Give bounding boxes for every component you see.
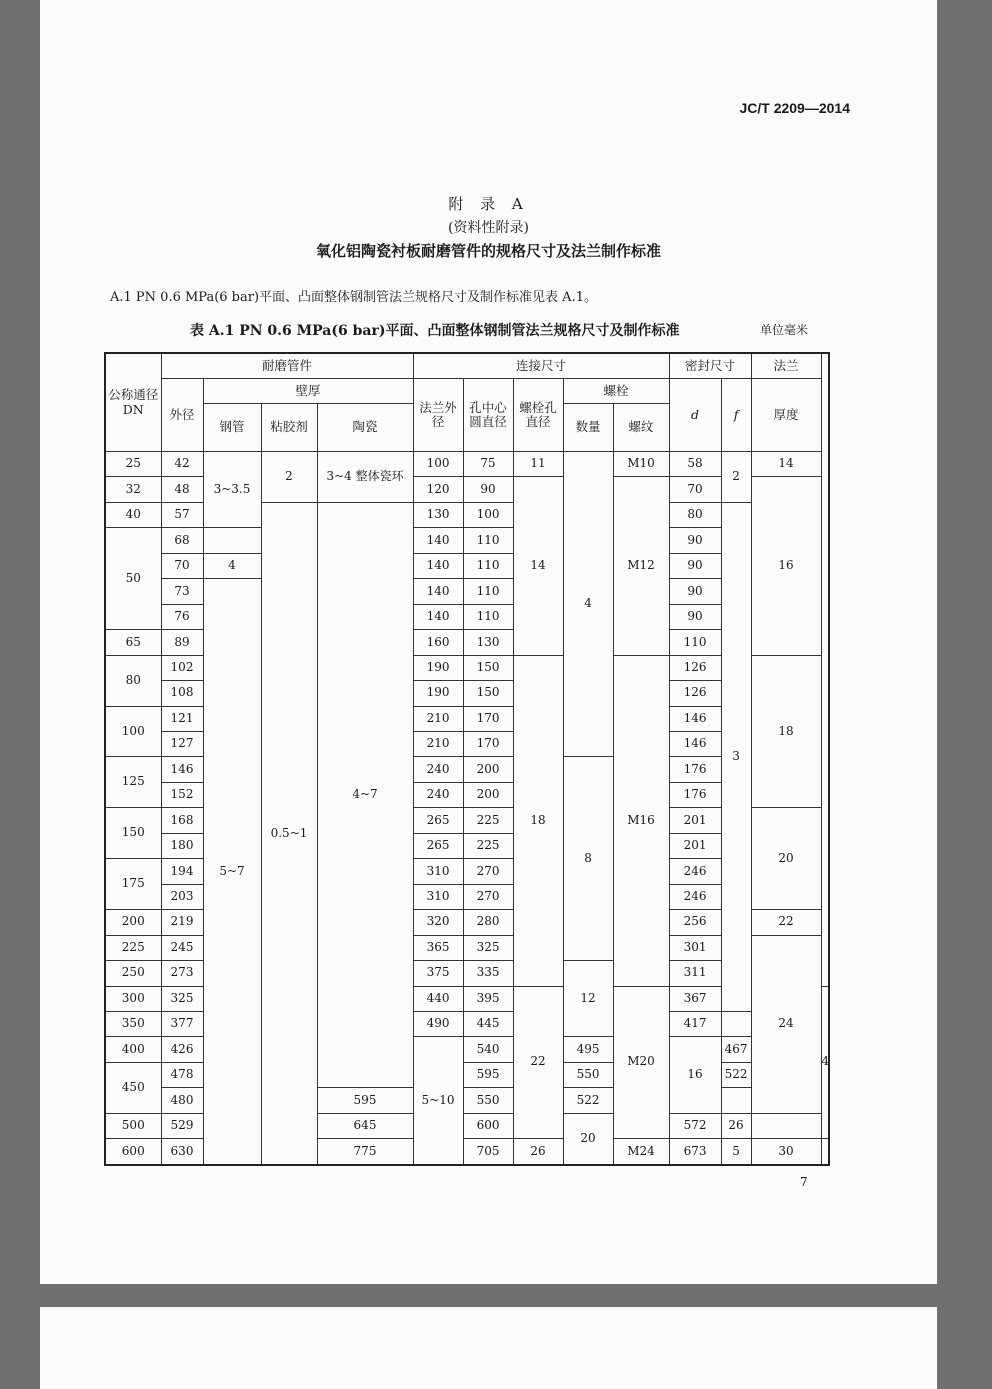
dn-cell: 200: [105, 910, 161, 935]
d-cell: 70: [669, 477, 721, 502]
dn-cell: 450: [105, 1062, 161, 1113]
d-cell: 110: [669, 630, 721, 655]
d-cell: 176: [669, 782, 721, 807]
outer-cell: 203: [161, 884, 203, 909]
thread-cell: M16: [613, 655, 669, 986]
outer-cell: 42: [161, 452, 203, 477]
header-connection: 连接尺寸: [413, 353, 669, 379]
dn-cell: 25: [105, 452, 161, 477]
paragraph-a1: A.1 PN 0.6 MPa(6 bar)平面、凸面整体钢制管法兰规格尺寸及制作标准见表 A.1。: [110, 290, 597, 305]
appendix-title: 附 录 A: [448, 195, 529, 213]
flange-od-cell: 320: [413, 910, 463, 935]
header-qty: 数量: [563, 404, 613, 452]
hole-center-cell: 550: [563, 1062, 613, 1087]
d-cell: 58: [669, 452, 721, 477]
appendix-name: 氧化铝陶瓷衬板耐磨管件的规格尺寸及法兰制作标准: [315, 242, 661, 260]
d-cell: 522: [563, 1088, 613, 1113]
header-outer-dia: 外径: [161, 379, 203, 452]
bolt-hole-cell: 18: [513, 655, 563, 986]
table-row: [105, 553, 829, 578]
outer-cell: 168: [161, 808, 203, 833]
flange-od-cell: 210: [413, 731, 463, 756]
bolt-hole-cell: 22: [513, 986, 563, 1139]
flange-od-cell: 310: [413, 884, 463, 909]
flange-od-cell: 365: [413, 935, 463, 960]
d-cell: 90: [669, 528, 721, 553]
d-cell: 572: [669, 1113, 721, 1138]
d-cell: 90: [669, 579, 721, 604]
flange-od-cell: 190: [413, 681, 463, 706]
thickness-cell: 20: [751, 808, 821, 910]
appendix-type: (资料性附录): [448, 220, 529, 236]
outer-cell: 146: [161, 757, 203, 782]
steel-cell: 3~3.5: [203, 452, 261, 528]
d-cell: 673: [669, 1139, 721, 1165]
flange-od-cell: 775: [317, 1139, 413, 1165]
header-f: f: [721, 379, 751, 452]
dn-cell: 32: [105, 477, 161, 502]
hole-center-cell: 110: [463, 553, 513, 578]
hole-center-cell: 600: [463, 1113, 513, 1138]
hole-center-cell: 445: [463, 1011, 513, 1036]
d-cell: 201: [669, 833, 721, 858]
table-unit: 单位毫米: [760, 323, 809, 337]
outer-cell: 102: [161, 655, 203, 680]
header-steel: 钢管: [203, 404, 261, 452]
outer-cell: 108: [161, 681, 203, 706]
dn-cell: 50: [105, 528, 161, 630]
d-cell: 522: [721, 1062, 751, 1087]
dn-cell: 250: [105, 961, 161, 986]
flange-od-cell: 190: [413, 655, 463, 680]
hole-center-cell: 550: [463, 1088, 513, 1113]
header-thickness: 厚度: [751, 379, 821, 452]
dn-cell: 175: [105, 859, 161, 910]
ceramic-cell: 5~10: [413, 1037, 463, 1165]
bolt-hole-cell: 11: [513, 452, 563, 477]
flange-od-cell: 160: [413, 630, 463, 655]
bolt-hole-cell: 14: [513, 477, 563, 655]
flange-od-cell: 540: [463, 1037, 513, 1062]
header-bolt-hole: 螺栓孔直径: [513, 379, 563, 452]
table-row: [105, 579, 829, 604]
thickness-cell: 18: [751, 655, 821, 808]
hole-center-cell: 130: [463, 630, 513, 655]
adhesive-cell: 2: [261, 452, 317, 503]
ceramic-cell: 3~4 整体瓷环: [317, 452, 413, 503]
header-flange: 法兰: [751, 353, 821, 379]
d-cell: 90: [669, 604, 721, 629]
outer-cell: 48: [161, 477, 203, 502]
d-cell: 126: [669, 681, 721, 706]
d-cell: 367: [669, 986, 721, 1011]
d-cell: 90: [669, 553, 721, 578]
steel-cell: [203, 528, 261, 553]
header-adhesive: 粘胶剂: [261, 404, 317, 452]
flange-od-cell: 440: [413, 986, 463, 1011]
page-number: 7: [800, 1175, 808, 1189]
hole-center-cell: 200: [463, 782, 513, 807]
flange-od-cell: 100: [413, 452, 463, 477]
thickness-cell: 22: [751, 910, 821, 935]
flange-od-cell: 240: [413, 782, 463, 807]
outer-cell: 68: [161, 528, 203, 553]
hole-center-cell: 395: [463, 986, 513, 1011]
hole-center-cell: 225: [463, 808, 513, 833]
flange-od-cell: 490: [413, 1011, 463, 1036]
hole-center-cell: 495: [563, 1037, 613, 1062]
hole-center-cell: 75: [463, 452, 513, 477]
hole-center-cell: 150: [463, 655, 513, 680]
hole-center-cell: 335: [463, 961, 513, 986]
outer-cell: 73: [161, 579, 203, 604]
outer-cell: 529: [161, 1113, 203, 1138]
header-flange-od: 法兰外径: [413, 379, 463, 452]
d-cell: 467: [721, 1037, 751, 1062]
ceramic-cell: 4~7: [317, 502, 413, 1087]
d-cell: 201: [669, 808, 721, 833]
qty-cell: 8: [563, 757, 613, 961]
d-cell: 80: [669, 502, 721, 527]
dn-cell: 80: [105, 655, 161, 706]
header-thread: 螺纹: [613, 404, 669, 452]
outer-cell: 480: [161, 1088, 203, 1113]
hole-center-cell: 705: [463, 1139, 513, 1165]
f-cell: 3: [721, 502, 751, 1011]
f-cell: 2: [721, 452, 751, 503]
table-row: [105, 452, 829, 477]
outer-cell: 121: [161, 706, 203, 731]
outer-cell: 127: [161, 731, 203, 756]
next-page-edge: [40, 1307, 937, 1389]
dn-cell: 300: [105, 986, 161, 1011]
thickness-cell: 30: [751, 1139, 821, 1165]
outer-cell: 180: [161, 833, 203, 858]
bolt-hole-cell: 26: [513, 1139, 563, 1165]
table-caption: 表 A.1 PN 0.6 MPa(6 bar)平面、凸面整体钢制管法兰规格尺寸及制作标准: [190, 323, 680, 339]
d-cell: 311: [669, 961, 721, 986]
outer-cell: 478: [161, 1062, 203, 1087]
document-page: [40, 0, 937, 1284]
hole-center-cell: 150: [463, 681, 513, 706]
flange-od-cell: 595: [463, 1062, 513, 1087]
flange-od-cell: 375: [413, 961, 463, 986]
outer-cell: 426: [161, 1037, 203, 1062]
d-cell: 176: [669, 757, 721, 782]
flange-od-cell: 140: [413, 528, 463, 553]
outer-cell: 152: [161, 782, 203, 807]
d-cell: 146: [669, 706, 721, 731]
flange-od-cell: 130: [413, 502, 463, 527]
flange-od-cell: 595: [317, 1088, 413, 1113]
flange-od-cell: 240: [413, 757, 463, 782]
outer-cell: 70: [161, 553, 203, 578]
f-cell: 4: [821, 986, 829, 1139]
thickness-cell: 26: [721, 1113, 751, 1138]
d-cell: 126: [669, 655, 721, 680]
outer-cell: 57: [161, 502, 203, 527]
d-cell: 246: [669, 884, 721, 909]
d-cell: 256: [669, 910, 721, 935]
thickness-cell: 24: [751, 935, 821, 1113]
flange-od-cell: 210: [413, 706, 463, 731]
hole-center-cell: 225: [463, 833, 513, 858]
qty-cell: 16: [669, 1037, 721, 1113]
thread-cell: M20: [613, 986, 669, 1139]
hole-center-cell: 325: [463, 935, 513, 960]
dn-cell: 600: [105, 1139, 161, 1165]
outer-cell: 89: [161, 630, 203, 655]
dn-cell: 65: [105, 630, 161, 655]
header-seal: 密封尺寸: [669, 353, 751, 379]
d-cell: 301: [669, 935, 721, 960]
dn-cell: 350: [105, 1011, 161, 1036]
header-ceramic: 陶瓷: [317, 404, 413, 452]
outer-cell: 377: [161, 1011, 203, 1036]
flange-od-cell: 265: [413, 833, 463, 858]
thickness-cell: 14: [751, 452, 821, 477]
thread-cell: M10: [613, 452, 669, 477]
outer-cell: 630: [161, 1139, 203, 1165]
outer-cell: 219: [161, 910, 203, 935]
dn-cell: 400: [105, 1037, 161, 1062]
hole-center-cell: 90: [463, 477, 513, 502]
flange-od-cell: 645: [317, 1113, 413, 1138]
hole-center-cell: 100: [463, 502, 513, 527]
flange-od-cell: 140: [413, 553, 463, 578]
hole-center-cell: 270: [463, 859, 513, 884]
table-row: [105, 528, 829, 553]
d-cell: 246: [669, 859, 721, 884]
dn-cell: 500: [105, 1113, 161, 1138]
qty-cell: 20: [563, 1113, 613, 1165]
header-bolt: 螺栓: [563, 379, 669, 404]
flange-od-cell: 120: [413, 477, 463, 502]
flange-od-cell: 140: [413, 604, 463, 629]
hole-center-cell: 110: [463, 528, 513, 553]
thread-cell: M24: [613, 1139, 669, 1165]
dn-cell: 100: [105, 706, 161, 757]
flange-od-cell: 310: [413, 859, 463, 884]
steel-cell: 4: [203, 553, 261, 578]
outer-cell: 76: [161, 604, 203, 629]
thickness-cell: 16: [751, 477, 821, 655]
hole-center-cell: 270: [463, 884, 513, 909]
hole-center-cell: 110: [463, 604, 513, 629]
hole-center-cell: 280: [463, 910, 513, 935]
adhesive-cell: 0.5~1: [261, 502, 317, 1165]
standard-code: JC/T 2209—2014: [739, 100, 850, 116]
header-wall: 壁厚: [203, 379, 413, 404]
flange-spec-table: [104, 352, 830, 1166]
dn-cell: 40: [105, 502, 161, 527]
qty-cell: 4: [563, 452, 613, 757]
header-dn: 公称通径 DN: [105, 353, 161, 452]
outer-cell: 194: [161, 859, 203, 884]
thread-cell: M12: [613, 477, 669, 655]
outer-cell: 273: [161, 961, 203, 986]
dn-cell: 150: [105, 808, 161, 859]
header-wear-pipe: 耐磨管件: [161, 353, 413, 379]
hole-center-cell: 170: [463, 706, 513, 731]
qty-cell: 12: [563, 961, 613, 1037]
hole-center-cell: 110: [463, 579, 513, 604]
dn-cell: 225: [105, 935, 161, 960]
steel-cell: 5~7: [203, 579, 261, 1165]
d-cell: 417: [669, 1011, 721, 1036]
dn-cell: 125: [105, 757, 161, 808]
header-d: d: [669, 379, 721, 452]
flange-od-cell: 265: [413, 808, 463, 833]
outer-cell: 325: [161, 986, 203, 1011]
f-cell: 5: [721, 1139, 751, 1165]
d-cell: 146: [669, 731, 721, 756]
hole-center-cell: 170: [463, 731, 513, 756]
hole-center-cell: 200: [463, 757, 513, 782]
header-hole-center: 孔中心圆直径: [463, 379, 513, 452]
outer-cell: 245: [161, 935, 203, 960]
flange-od-cell: 140: [413, 579, 463, 604]
